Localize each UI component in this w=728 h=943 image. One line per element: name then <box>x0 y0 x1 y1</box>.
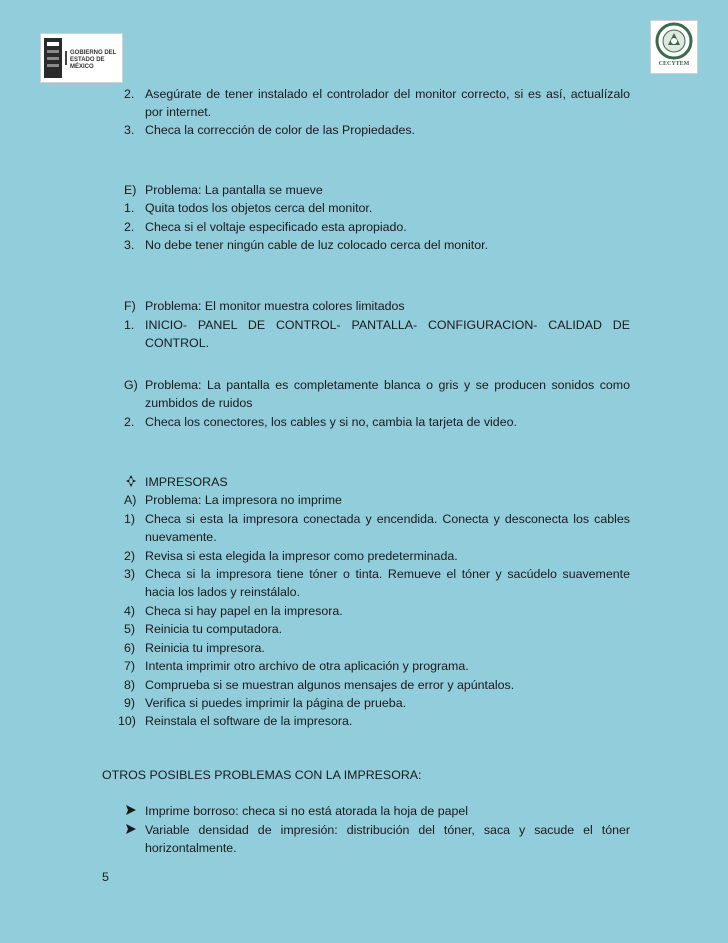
list-number: 1. <box>124 201 135 215</box>
page-number: 5 <box>102 870 109 884</box>
list-text: Problema: La pantalla es completamente blanca o gris y se producen sonidos como zumbidos de ruidos <box>145 378 630 411</box>
problem-heading <box>102 491 630 509</box>
list-number: 2. <box>124 220 135 234</box>
list-number: 2. <box>124 415 135 429</box>
list-text: Variable densidad de impresión: distribución del tóner, saca y sacude el tóner horizontalmente. <box>145 823 630 856</box>
arrow-bullet-icon <box>124 821 140 839</box>
list-text: Quita todos los objetos cerca del monitor. <box>145 201 373 215</box>
list-text: Checa si la impresora tiene tóner o tinta. Remueve el tóner y sacúdelo suavemente hacia los lados y reinstálalo. <box>145 567 630 600</box>
list-text: INICIO- PANEL DE CONTROL- PANTALLA- CONFIGURACION- CALIDAD DE CONTROL. <box>145 318 630 351</box>
list-number: 3. <box>124 123 135 137</box>
list-item <box>102 236 630 254</box>
list-item <box>102 694 630 712</box>
list-number: G) <box>124 378 138 392</box>
logo-text-line2: ESTADO DE MÉXICO <box>70 57 105 70</box>
section-title: IMPRESORAS <box>145 475 228 489</box>
section-impresoras <box>102 473 630 491</box>
list-item <box>102 316 630 353</box>
list-item <box>102 639 630 657</box>
list-text: Verifica si puedes imprimir la página de prueba. <box>145 696 407 710</box>
list-text: Reinicia tu impresora. <box>145 641 265 655</box>
list-text: Checa la corrección de color de las Propiedades. <box>145 123 415 137</box>
list-number: 1) <box>124 512 136 526</box>
list-number: 5) <box>124 622 136 636</box>
list-number: 6) <box>124 641 136 655</box>
list-text: No debe tener ningún cable de luz colocado cerca del monitor. <box>145 238 489 252</box>
list-number: 3. <box>124 238 135 252</box>
list-item <box>102 121 630 139</box>
problem-heading <box>102 297 630 315</box>
list-item <box>102 85 630 122</box>
problem-heading <box>102 376 630 413</box>
list-text: Problema: La impresora no imprime <box>145 493 342 507</box>
list-item <box>102 547 630 565</box>
list-text: Reinstala el software de la impresora. <box>145 714 353 728</box>
list-text: Problema: La pantalla se mueve <box>145 183 323 197</box>
list-text: Revisa si esta elegida la impresor como predeterminada. <box>145 549 458 563</box>
list-text: Intenta imprimir otro archivo de otra aplicación y programa. <box>145 659 469 673</box>
list-item <box>102 821 630 858</box>
list-item <box>102 565 630 602</box>
list-number: 3) <box>124 567 136 581</box>
list-text: Imprime borroso: checa si no está atorada la hoja de papel <box>145 804 469 818</box>
list-text: Asegúrate de tener instalado el controlador del monitor correcto, si es así, actualízalo por internet. <box>145 87 630 120</box>
list-number: 10) <box>118 714 136 728</box>
list-text: Checa si hay papel en la impresora. <box>145 604 343 618</box>
list-number: 4) <box>124 604 136 618</box>
list-item <box>102 199 630 217</box>
list-item <box>102 218 630 236</box>
list-number: 1. <box>124 318 135 332</box>
list-text: Checa si el voltaje especificado esta apropiado. <box>145 220 407 234</box>
list-number: 8) <box>124 678 136 692</box>
list-item <box>102 657 630 675</box>
list-item <box>102 620 630 638</box>
diamond-bullet-icon <box>124 473 140 491</box>
logo-text-line1: GOBIERNO DEL <box>70 50 117 56</box>
list-text: Checa los conectores, los cables y si no, cambia la tarjeta de video. <box>145 415 517 429</box>
list-item <box>102 413 630 431</box>
list-number: F) <box>124 299 136 313</box>
list-text: Comprueba si se muestran algunos mensajes de error y apúntalos. <box>145 678 515 692</box>
list-text: Problema: El monitor muestra colores limitados <box>145 299 405 313</box>
list-item <box>102 510 630 547</box>
problem-heading <box>102 181 630 199</box>
list-item <box>102 676 630 694</box>
list-number: 2. <box>124 87 135 101</box>
list-item <box>102 802 630 820</box>
list-item <box>102 602 630 620</box>
list-text: Checa si esta la impresora conectada y encendida. Conecta y desconecta los cables nuevamente. <box>145 512 630 545</box>
arrow-bullet-icon <box>124 802 140 820</box>
cecytem-logo-label: CECYTEM <box>658 61 690 67</box>
list-number: 7) <box>124 659 136 673</box>
list-number: A) <box>124 493 137 507</box>
list-text: Reinicia tu computadora. <box>145 622 283 636</box>
list-number: 9) <box>124 696 136 710</box>
list-number: 2) <box>124 549 136 563</box>
otros-problemas-heading: OTROS POSIBLES PROBLEMAS CON LA IMPRESORA: <box>102 768 422 782</box>
list-number: E) <box>124 183 137 197</box>
list-item <box>102 712 630 730</box>
